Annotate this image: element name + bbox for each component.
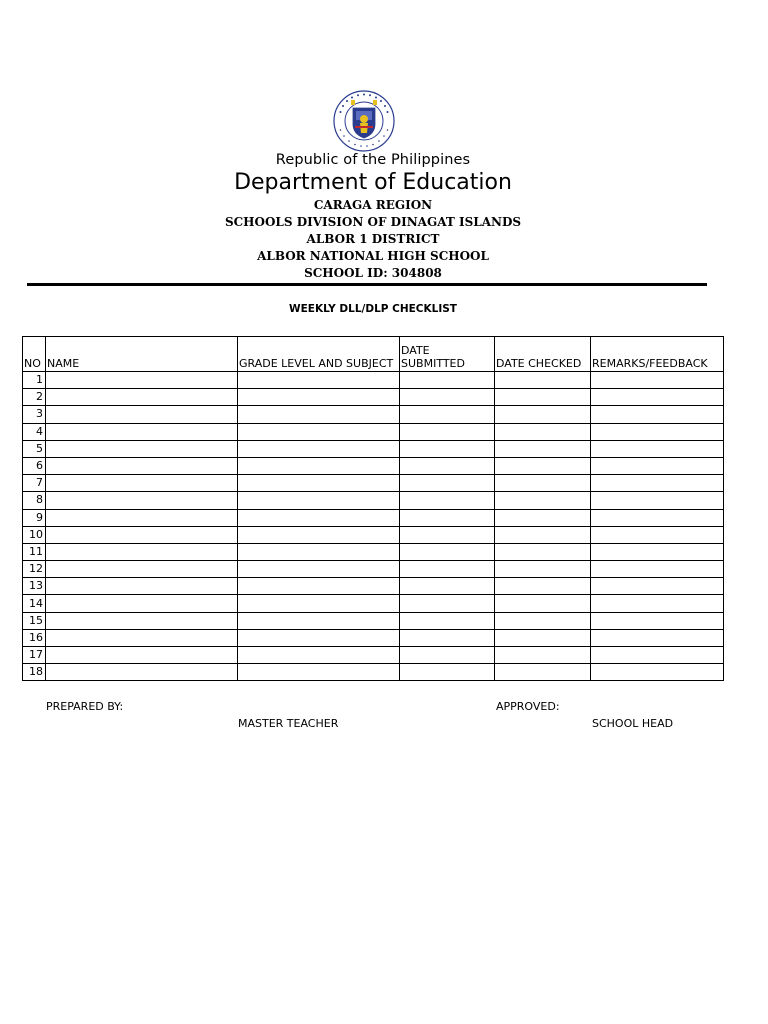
remarks-cell[interactable] [591, 561, 724, 578]
row-number-cell: 7 [23, 475, 46, 492]
date-submitted-cell[interactable] [400, 612, 495, 629]
table-row [23, 543, 724, 560]
school-head-label: SCHOOL HEAD [592, 717, 674, 730]
date-checked-cell[interactable] [495, 457, 591, 474]
republic-heading: Republic of the Philippines [275, 152, 471, 168]
region-label: CARAGA REGION [313, 198, 433, 212]
remarks-cell[interactable] [591, 423, 724, 440]
grade-level-subject-cell[interactable] [238, 492, 400, 509]
date-checked-cell[interactable] [495, 492, 591, 509]
date-checked-cell[interactable] [495, 647, 591, 664]
name-cell[interactable] [46, 561, 238, 578]
table-row [23, 423, 724, 440]
remarks-cell[interactable] [591, 595, 724, 612]
name-cell[interactable] [46, 457, 238, 474]
table-row [23, 509, 724, 526]
grade-level-subject-cell[interactable] [238, 509, 400, 526]
row-number-cell: 8 [23, 492, 46, 509]
approved-label: APPROVED: [496, 700, 560, 713]
remarks-cell[interactable] [591, 543, 724, 560]
grade-level-subject-cell[interactable] [238, 526, 400, 543]
document-title: WEEKLY DLL/DLP CHECKLIST [289, 303, 457, 315]
date-checked-cell[interactable] [495, 372, 591, 389]
date-checked-cell[interactable] [495, 440, 591, 457]
grade-level-subject-cell[interactable] [238, 389, 400, 406]
date-submitted-cell[interactable] [400, 423, 495, 440]
column-header-remarks: REMARKS/FEEDBACK [591, 337, 724, 372]
date-submitted-cell[interactable] [400, 578, 495, 595]
table-row [23, 578, 724, 595]
name-cell[interactable] [46, 372, 238, 389]
date-checked-cell[interactable] [495, 629, 591, 646]
grade-level-subject-cell[interactable] [238, 595, 400, 612]
row-number-cell: 13 [23, 578, 46, 595]
grade-level-subject-cell[interactable] [238, 423, 400, 440]
row-number-cell: 15 [23, 612, 46, 629]
date-checked-cell[interactable] [495, 389, 591, 406]
column-header-name: NAME [46, 337, 238, 372]
name-cell[interactable] [46, 578, 238, 595]
table-row [23, 664, 724, 681]
date-submitted-cell[interactable] [400, 475, 495, 492]
date-submitted-cell[interactable] [400, 561, 495, 578]
name-cell[interactable] [46, 526, 238, 543]
name-cell[interactable] [46, 664, 238, 681]
column-header-grade-level-subject: GRADE LEVEL AND SUBJECT [238, 337, 400, 372]
remarks-cell[interactable] [591, 440, 724, 457]
row-number-cell: 4 [23, 423, 46, 440]
date-submitted-cell[interactable] [400, 440, 495, 457]
column-header-date-checked: DATE CHECKED [495, 337, 591, 372]
remarks-cell[interactable] [591, 664, 724, 681]
table-row [23, 647, 724, 664]
row-number-cell: 11 [23, 543, 46, 560]
name-cell[interactable] [46, 475, 238, 492]
row-number-cell: 12 [23, 561, 46, 578]
department-heading: Department of Education [234, 170, 512, 195]
remarks-cell[interactable] [591, 475, 724, 492]
date-submitted-cell[interactable] [400, 595, 495, 612]
remarks-cell[interactable] [591, 389, 724, 406]
date-submitted-cell[interactable] [400, 526, 495, 543]
grade-level-subject-cell[interactable] [238, 629, 400, 646]
grade-level-subject-cell[interactable] [238, 578, 400, 595]
date-submitted-cell[interactable] [400, 647, 495, 664]
row-number-cell: 2 [23, 389, 46, 406]
table-row [23, 457, 724, 474]
date-submitted-cell[interactable] [400, 664, 495, 681]
grade-level-subject-cell[interactable] [238, 612, 400, 629]
remarks-cell[interactable] [591, 526, 724, 543]
prepared-by-label: PREPARED BY: [46, 700, 124, 713]
grade-level-subject-cell[interactable] [238, 406, 400, 423]
name-cell[interactable] [46, 440, 238, 457]
name-cell[interactable] [46, 423, 238, 440]
row-number-cell: 3 [23, 406, 46, 423]
date-submitted-cell[interactable] [400, 389, 495, 406]
table-row [23, 526, 724, 543]
date-checked-cell[interactable] [495, 561, 591, 578]
date-checked-cell[interactable] [495, 595, 591, 612]
name-cell[interactable] [46, 595, 238, 612]
date-submitted-cell[interactable] [400, 406, 495, 423]
grade-level-subject-cell[interactable] [238, 543, 400, 560]
grade-level-subject-cell[interactable] [238, 647, 400, 664]
name-cell[interactable] [46, 389, 238, 406]
row-number-cell: 10 [23, 526, 46, 543]
name-cell[interactable] [46, 509, 238, 526]
deped-seal-icon [329, 90, 399, 152]
date-checked-cell[interactable] [495, 526, 591, 543]
remarks-cell[interactable] [591, 457, 724, 474]
grade-level-subject-cell[interactable] [238, 561, 400, 578]
date-submitted-cell[interactable] [400, 509, 495, 526]
date-checked-cell[interactable] [495, 612, 591, 629]
date-checked-cell[interactable] [495, 578, 591, 595]
row-number-cell: 9 [23, 509, 46, 526]
remarks-cell[interactable] [591, 372, 724, 389]
remarks-cell[interactable] [591, 578, 724, 595]
name-cell[interactable] [46, 629, 238, 646]
grade-level-subject-cell[interactable] [238, 664, 400, 681]
row-number-cell: 6 [23, 457, 46, 474]
date-submitted-cell[interactable] [400, 629, 495, 646]
grade-level-subject-cell[interactable] [238, 372, 400, 389]
column-header-no: NO [23, 337, 46, 372]
remarks-cell[interactable] [591, 629, 724, 646]
table-row [23, 612, 724, 629]
row-number-cell: 17 [23, 647, 46, 664]
header-divider [27, 283, 707, 286]
district-label: ALBOR 1 DISTRICT [306, 232, 440, 246]
table-header-row [23, 337, 724, 372]
remarks-cell[interactable] [591, 509, 724, 526]
school-name: ALBOR NATIONAL HIGH SCHOOL [257, 249, 489, 263]
table-row [23, 440, 724, 457]
date-checked-cell[interactable] [495, 423, 591, 440]
grade-level-subject-cell[interactable] [238, 457, 400, 474]
date-checked-cell[interactable] [495, 664, 591, 681]
remarks-cell[interactable] [591, 647, 724, 664]
date-submitted-cell[interactable] [400, 543, 495, 560]
table-row [23, 561, 724, 578]
table-row [23, 629, 724, 646]
date-checked-cell[interactable] [495, 509, 591, 526]
division-label: SCHOOLS DIVISION OF DINAGAT ISLANDS [224, 215, 522, 229]
table-row [23, 372, 724, 389]
name-cell[interactable] [46, 612, 238, 629]
table-row [23, 595, 724, 612]
remarks-cell[interactable] [591, 492, 724, 509]
master-teacher-label: MASTER TEACHER [238, 717, 339, 730]
grade-level-subject-cell[interactable] [238, 475, 400, 492]
date-checked-cell[interactable] [495, 406, 591, 423]
column-header-date-submitted: DATE SUBMITTED [400, 337, 495, 372]
date-checked-cell[interactable] [495, 475, 591, 492]
date-submitted-cell[interactable] [400, 372, 495, 389]
date-submitted-cell[interactable] [400, 457, 495, 474]
name-cell[interactable] [46, 492, 238, 509]
school-id: SCHOOL ID: 304808 [304, 266, 442, 280]
name-cell[interactable] [46, 543, 238, 560]
row-number-cell: 14 [23, 595, 46, 612]
date-submitted-cell[interactable] [400, 492, 495, 509]
remarks-cell[interactable] [591, 612, 724, 629]
checklist-table [22, 336, 724, 681]
row-number-cell: 5 [23, 440, 46, 457]
table-row [23, 492, 724, 509]
grade-level-subject-cell[interactable] [238, 440, 400, 457]
name-cell[interactable] [46, 406, 238, 423]
row-number-cell: 18 [23, 664, 46, 681]
row-number-cell: 1 [23, 372, 46, 389]
table-row [23, 475, 724, 492]
table-row [23, 406, 724, 423]
date-checked-cell[interactable] [495, 543, 591, 560]
row-number-cell: 16 [23, 629, 46, 646]
table-row [23, 389, 724, 406]
name-cell[interactable] [46, 647, 238, 664]
remarks-cell[interactable] [591, 406, 724, 423]
